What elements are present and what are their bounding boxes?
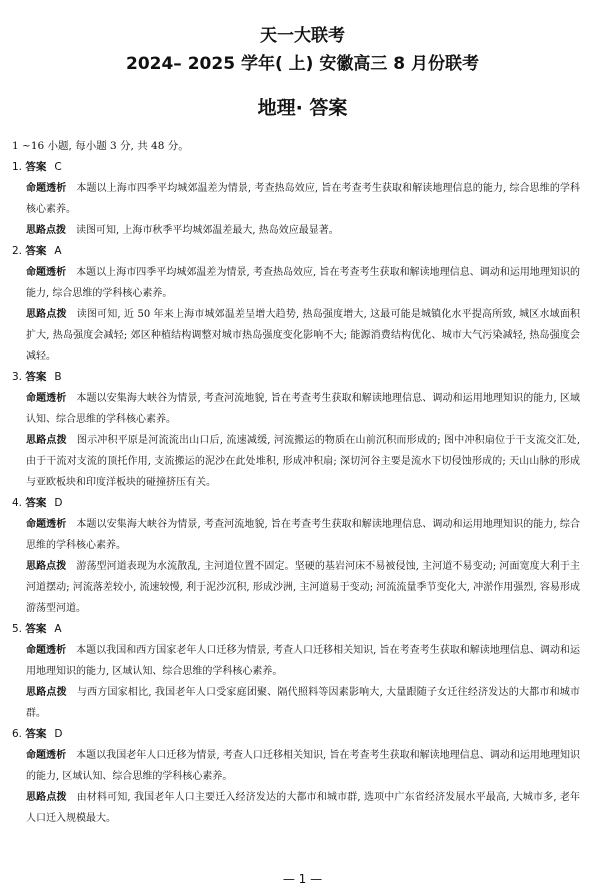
analysis-text: 本题以我国老年人口迁移为情景, 考查人口迁移相关知识, 旨在考查考生获取和解读地理信息、调动和运用地理知识的能力, 区域认知、综合思维的学科核心素养。 (26, 750, 581, 782)
tips-block (26, 787, 580, 829)
answer-line (12, 724, 580, 745)
analysis-label: 命题透析 (26, 750, 67, 761)
analysis-block (26, 178, 580, 220)
analysis-text: 本题以上海市四季平均城郊温差为情景, 考查热岛效应, 旨在考查考生获取和解读地理信息的能力, 综合思维的学科核心素养。 (26, 183, 581, 215)
question-item (12, 493, 580, 619)
analysis-text: 本题以上海市四季平均城郊温差为情景, 考查热岛效应, 旨在考查考生获取和解读地理信息、调动和运用地理知识的能力, 综合思维的学科核心素养。 (26, 267, 581, 299)
subject-title: 地理· 答案 (257, 97, 348, 119)
tips-label: 思路点拨 (26, 435, 67, 446)
question-number: 5. (12, 623, 23, 635)
answer-line (12, 619, 580, 640)
answer-line (12, 241, 580, 262)
answer-label: 答案 (25, 623, 47, 635)
answer-label: 答案 (25, 497, 47, 509)
analysis-block (26, 745, 580, 787)
answer-label: 答案 (25, 371, 47, 383)
answer-label: 答案 (25, 728, 47, 740)
tips-label: 思路点拨 (26, 225, 66, 236)
question-list (12, 157, 580, 829)
answer-line (12, 157, 580, 178)
tips-block (26, 430, 580, 493)
analysis-label: 命题透析 (26, 519, 67, 530)
analysis-label: 命题透析 (26, 183, 67, 194)
analysis-block (26, 514, 580, 556)
analysis-block (26, 388, 580, 430)
tips-label: 思路点拨 (26, 561, 67, 572)
tips-label: 思路点拨 (26, 687, 67, 698)
answer-value: A (54, 245, 62, 257)
tips-label: 思路点拨 (26, 792, 67, 803)
tips-text: 与西方国家相比, 我国老年人口受家庭团聚、隔代照料等因素影响大, 大量跟随子女迁往经济发达的大都市和城市群。 (26, 687, 581, 719)
question-item (12, 367, 580, 493)
tips-block (26, 304, 580, 367)
question-number: 1. (12, 161, 23, 173)
analysis-block (26, 262, 580, 304)
question-item (12, 157, 580, 241)
answer-content (12, 136, 580, 829)
answer-label: 答案 (25, 161, 47, 173)
answer-value: D (54, 728, 63, 740)
question-number: 3. (12, 371, 23, 383)
tips-block (26, 220, 580, 241)
exam-org-title: 天一大联考 (260, 26, 345, 46)
question-item (12, 724, 580, 829)
answer-line (12, 493, 580, 514)
answer-value: B (54, 371, 62, 383)
analysis-text: 本题以我国和西方国家老年人口迁移为情景, 考查人口迁移相关知识, 旨在考查考生获取和解读地理信息、调动和运用地理知识的能力, 区域认知、综合思维的学科核心素养。 (26, 645, 581, 677)
answer-line (12, 367, 580, 388)
tips-block (26, 556, 580, 619)
analysis-label: 命题透析 (26, 645, 67, 656)
tips-text: 读图可知, 上海市秋季平均城郊温差最大, 热岛效应最显著。 (76, 225, 339, 236)
question-item (12, 241, 580, 367)
tips-block (26, 682, 580, 724)
tips-text: 游荡型河道表现为水流散乱, 主河道位置不固定。坚硬的基岩河床不易被侵蚀, 主河道不易变动; 河面宽度大利于主河道摆动; 河流落差较小, 流速较慢, 利于泥沙沉积, 形成沙洲, 主河道易于变动; 河流流量季节变化大, 冲淤作用强烈, 容易形成游荡型河道。 (26, 561, 581, 614)
analysis-block (26, 640, 580, 682)
question-number: 6. (12, 728, 23, 740)
answer-value: D (54, 497, 63, 509)
analysis-text: 本题以安集海大峡谷为情景, 考查河流地貌, 旨在考查考生获取和解读地理信息、调动和运用地理知识的能力, 综合思维的学科核心素养。 (26, 519, 581, 551)
scoring-intro: 1 ~16 小题, 每小题 3 分, 共 48 分。 (12, 140, 189, 152)
tips-text: 图示冲积平原是河流流出山口后, 流速减缓, 河流搬运的物质在山前沉积而形成的; 图中冲积扇位于干支流交汇处, 由于干流对支流的顶托作用, 支流搬运的泥沙在此处堆积, 形成冲积扇; 深切河谷主要是流水下切侵蚀形成的; 天山山脉的形成与亚欧板块和印度洋板块的碰撞挤压有关。 (26, 435, 580, 488)
tips-label: 思路点拨 (26, 309, 67, 320)
question-number: 2. (12, 245, 23, 257)
answer-value: A (54, 623, 62, 635)
tips-text: 读图可知, 近 50 年来上海市城郊温差呈增大趋势, 热岛强度增大, 这最可能是城镇化水平提高所致, 城区水域面积扩大, 热岛强度会减轻; 郊区种植结构调整对城市热岛强度变化影响不大; 能源消费结构优化、城市大气污染减轻, 热岛强度会减轻。 (26, 309, 580, 362)
exam-session-title: 2024– 2025 学年( 上) 安徽高三 8 月份联考 (125, 54, 479, 74)
question-item (12, 619, 580, 724)
question-number: 4. (12, 497, 23, 509)
answer-label: 答案 (25, 245, 47, 257)
analysis-label: 命题透析 (26, 267, 67, 278)
page-number: — 1 — (282, 872, 323, 886)
answer-value: C (54, 161, 62, 173)
tips-text: 由材料可知, 我国老年人口主要迁入经济发达的大都市和城市群, 选项中广东省经济发展水平最高, 大城市多, 老年人口迁入规模最大。 (26, 792, 580, 824)
analysis-text: 本题以安集海大峡谷为情景, 考查河流地貌, 旨在考查考生获取和解读地理信息、调动和运用地理知识的能力, 区域认知、综合思维的学科核心素养。 (26, 393, 581, 425)
analysis-label: 命题透析 (26, 393, 67, 404)
